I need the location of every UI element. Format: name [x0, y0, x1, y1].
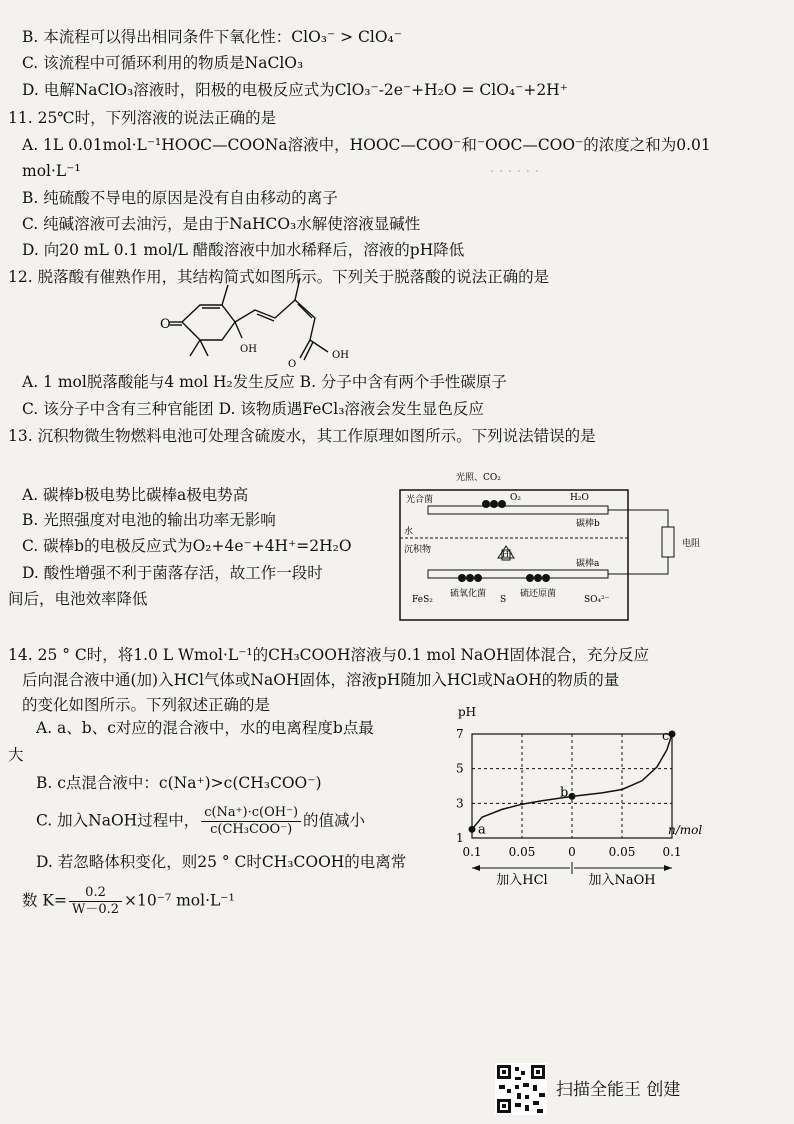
x-tick-label: 0 [568, 845, 576, 859]
point-c [669, 731, 676, 738]
x-tick-label: 0.05 [508, 845, 536, 859]
q11-option-b: B. 纯硫酸不导电的原因是没有自由移动的离子 [22, 189, 338, 207]
q13-option-a: A. 碳棒b极电势比碳棒a极电势高 [22, 486, 249, 504]
q13-option-c: C. 碳棒b的电极反应式为O₂+4e⁻+4H⁺=2H₂O [22, 537, 352, 555]
mol-cooh-label: OH [332, 350, 349, 361]
q14d-denominator: W－0.2 [72, 902, 120, 917]
cell-resistor-label: 电阻 [682, 539, 701, 549]
q14c-numerator: c(Na⁺)·c(OH⁻) [201, 805, 301, 822]
y-tick-label: 1 [456, 831, 464, 845]
cell-rod-a-label: 碳棒a [576, 559, 600, 569]
abscisic-acid-structure [160, 270, 360, 370]
q14-d-fraction [69, 885, 122, 918]
q12-options-cd: C. 该分子中含有三种官能团 D. 该物质遇FeCl₃溶液会发生显色反应 [22, 400, 484, 418]
q14-option-c-fraction [201, 805, 301, 838]
q14d-numerator: 0.2 [69, 885, 122, 902]
cell-sediment-label: 沉积物 [404, 545, 432, 555]
cell-light-label: 光照、CO₂ [456, 473, 501, 483]
point-label-c: c [662, 729, 670, 744]
cell-srb-label: 硫还原菌 [520, 589, 557, 599]
cell-s-label: S [500, 595, 507, 605]
mol-o-label: O [160, 317, 171, 332]
cell-rod-b-label: 碳棒b [576, 519, 600, 529]
point-a [469, 826, 476, 833]
mol-o2-label: O [288, 359, 297, 370]
q11-option-a: A. 1L 0.01mol·L⁻¹HOOC—COONa溶液中，HOOC—COO⁻和⁻OOC—COO⁻的浓度之和为0.01 [22, 136, 711, 154]
cell-sox-label: 硫氧化菌 [450, 589, 487, 599]
q14-option-a-cont: 大 [8, 746, 24, 764]
q13-stem: 13. 沉积物微生物燃料电池可处理含硫废水，其工作原理如图所示。下列说法错误的是 [8, 427, 596, 445]
line-1b: B. 本流程可以得出相同条件下氧化性：ClO₃⁻ > ClO₄⁻ [22, 28, 402, 46]
fuel-cell-diagram [398, 462, 701, 624]
bleed-text: . . . . . . [490, 160, 539, 176]
q13-option-d: D. 酸性增强不利于菌落存活，故工作一段时 [22, 564, 323, 582]
q14-option-d-cont [22, 885, 235, 918]
point-label-a: a [478, 822, 486, 838]
hcl-arrow-head [472, 865, 480, 871]
x-tick-label: 0.1 [462, 845, 482, 859]
q11-option-d: D. 向20 mL 0.1 mol/L 醋酸溶液中加水稀释后，溶液的pH降低 [22, 241, 465, 259]
cell-h2o-label: H₂O [570, 493, 589, 503]
y-tick-label: 3 [456, 796, 464, 811]
cell-water-label: 水 [404, 527, 414, 537]
mol-oh-label: OH [240, 344, 257, 355]
q14-stem-3: 的变化如图所示。下列叙述正确的是 [22, 696, 271, 714]
line-1d: D. 电解NaClO₃溶液时，阳极的电极反应式为ClO₃⁻-2e⁻+H₂O = ClO₄⁻+2H⁺ [22, 81, 568, 99]
q14-option-a: A. a、b、c对应的混合液中，水的电离程度b点最 [36, 719, 374, 737]
point-label-b: b [560, 785, 569, 801]
cell-hplus-label: H⁺ [502, 550, 514, 559]
q14-stem: 14. 25 ° C时，将1.0 L Wmol·L⁻¹的CH₃COOH溶液与0.1 mol NaOH固体混合，充分反应 [8, 646, 649, 664]
q14-stem-2: 后向混合液中通(加)入HCl气体或NaOH固体，溶液pH随加入HCl或NaOH的物质的量 [22, 671, 620, 689]
q12-options-ab: A. 1 mol脱落酸能与4 mol H₂发生反应 B. 分子中含有两个手性碳原子 [22, 373, 507, 391]
line-1c: C. 该流程中可循环利用的物质是NaClO₃ [22, 54, 304, 72]
y-tick-label: 7 [456, 727, 464, 741]
q14-option-c-post: 的值减小 [303, 811, 366, 830]
q14-option-d: D. 若忽略体积变化，则25 ° C时CH₃COOH的电离常 [36, 853, 407, 871]
q11-option-a-cont: mol·L⁻¹ [22, 162, 81, 180]
x-axis-label: n/mol [668, 823, 703, 837]
y-axis-label: pH [458, 705, 477, 719]
qr-code-icon [495, 1063, 547, 1115]
q11-stem: 11. 25℃时，下列溶液的说法正确的是 [8, 109, 277, 127]
q14c-denominator: c(CH₃COO⁻) [210, 822, 293, 837]
cell-fes2-label: FeS₂ [412, 595, 433, 605]
cell-o2-label: O₂ [510, 493, 521, 503]
q13-option-b: B. 光照强度对电池的输出功率无影响 [22, 511, 276, 529]
cell-algae-label: 光合菌 [406, 495, 434, 505]
cell-so4-label: SO₄²⁻ [584, 595, 610, 605]
q14-option-c-pre: C. 加入NaOH过程中， [36, 811, 200, 830]
chart-frame [472, 734, 672, 838]
q14-d-post: ×10⁻⁷ mol·L⁻¹ [124, 891, 235, 910]
point-b [569, 793, 576, 800]
q13-option-d-cont: 间后，电池效率降低 [8, 590, 148, 608]
y-tick-label: 5 [456, 761, 464, 776]
q11-option-c: C. 纯碱溶液可去油污，是由于NaHCO₃水解使溶液显碱性 [22, 215, 421, 233]
q14-option-c [36, 805, 365, 838]
naoh-arrow-head [664, 865, 672, 871]
naoh-label: 加入NaOH [588, 873, 656, 888]
scanner-credit: 扫描全能王 创建 [556, 1080, 681, 1100]
q14-option-b: B. c点混合液中：c(Na⁺)>c(CH₃COO⁻) [36, 774, 322, 792]
x-tick-label: 0.05 [608, 845, 636, 859]
hcl-label: 加入HCl [496, 873, 548, 888]
ph-chart [448, 698, 703, 888]
q12-stem: 12. 脱落酸有催熟作用，其结构简式如图所示。下列关于脱落酸的说法正确的是 [8, 268, 550, 286]
x-tick-label: 0.1 [662, 845, 682, 859]
q14-d-pre: 数 K= [22, 891, 67, 910]
